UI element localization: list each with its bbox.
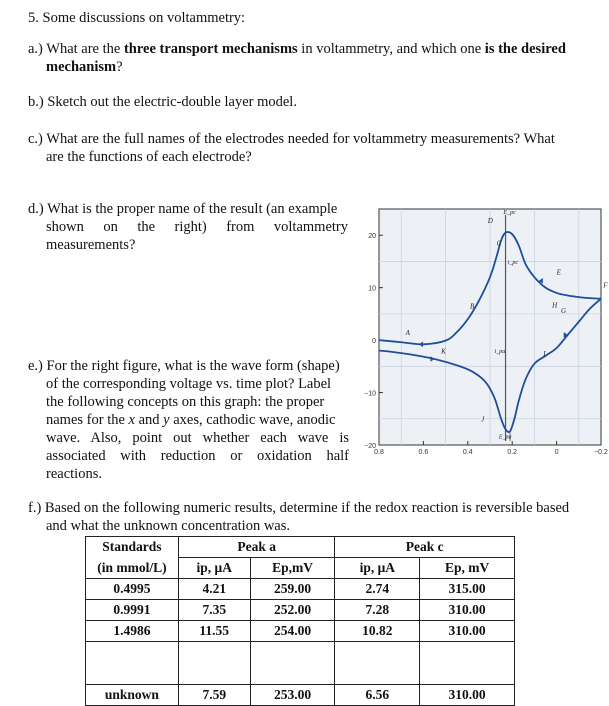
question-e-line-4c: axes, cathodic wave, anodic	[169, 412, 336, 428]
question-c	[28, 130, 600, 166]
question-b: b.) Sketch out the electric-double layer model.	[28, 94, 297, 110]
header-peak-a: Peak a	[178, 537, 335, 558]
point-label: K	[441, 347, 446, 356]
question-e-line-4a: names for the	[46, 412, 129, 428]
table-cell: 259.00	[250, 579, 335, 600]
table-cell: 315.00	[420, 579, 515, 600]
x-tick-label: 0.2	[507, 449, 518, 456]
table-cell: 4.21	[178, 579, 250, 600]
peak-annotation: E_pa	[498, 434, 512, 441]
table-cell: 254.00	[250, 621, 335, 642]
table-cell	[86, 642, 179, 663]
table-row	[86, 600, 515, 621]
table-row	[86, 621, 515, 642]
table-cell: 7.35	[178, 600, 250, 621]
header-ep-a: Ep,mV	[250, 558, 335, 579]
table-cell: 0.9991	[86, 600, 179, 621]
question-e-line-6: associated with reduction or oxidation half	[46, 448, 349, 464]
table-cell: 310.00	[420, 621, 515, 642]
question-a	[28, 40, 598, 76]
y-tick-label: −10	[364, 390, 376, 398]
question-e-line-5: wave. Also, point out whether each wave is	[46, 430, 349, 446]
point-label: H	[552, 301, 558, 310]
question-e-line-2: of the corresponding voltage vs. time plot? Label	[46, 376, 332, 392]
question-f	[28, 499, 600, 535]
table-cell	[178, 662, 250, 685]
table-row	[86, 579, 515, 600]
y-tick-label: 20	[368, 233, 376, 241]
header-ep-c: Ep, mV	[420, 558, 515, 579]
table-row-unknown	[86, 685, 515, 706]
point-label: F	[603, 281, 608, 290]
question-a-text-2: in voltammetry, and which one	[297, 41, 485, 57]
table-cell: 7.59	[178, 685, 250, 706]
y-axis-var: y	[163, 412, 170, 428]
question-c-line-2: are the functions of each electrode?	[46, 149, 252, 165]
question-a-text-1: a.) What are the	[28, 41, 124, 57]
table-cell: 310.00	[420, 600, 515, 621]
x-axis-var: x	[128, 412, 135, 428]
point-label: D	[487, 217, 493, 226]
question-a-bold-2: is the desired	[484, 41, 566, 57]
point-label: A	[405, 328, 410, 337]
peak-annotation: i_pa	[494, 349, 506, 356]
question-a-text-3: ?	[116, 59, 123, 75]
y-tick-label: 10	[368, 285, 376, 293]
table-cell: 6.56	[335, 685, 420, 706]
point-label: B	[470, 302, 475, 311]
question-e	[28, 357, 349, 483]
y-tick-label: −20	[364, 443, 376, 450]
table-row-empty	[86, 642, 515, 663]
table-cell	[178, 642, 250, 663]
question-d-line-3: measurements?	[46, 237, 136, 253]
table-cell: 11.55	[178, 621, 250, 642]
table-cell: 252.00	[250, 600, 335, 621]
question-c-line-1: c.) What are the full names of the electrodes needed for voltammetry measurements? What	[28, 131, 555, 147]
header-ip-a: ip, μA	[178, 558, 250, 579]
table-cell	[335, 662, 420, 685]
x-tick-label: 0.8	[374, 449, 384, 456]
x-tick-label: −0.2	[594, 449, 608, 456]
point-label: C	[496, 239, 502, 248]
question-e-line-1: e.) For the right figure, what is the wave form (shape)	[28, 358, 340, 374]
table-cell: 7.28	[335, 600, 420, 621]
peak-annotation: i_pc	[507, 260, 519, 267]
question-d-line-1: d.) What is the proper name of the result (an example	[28, 201, 338, 217]
voltammogram-figure	[357, 205, 608, 462]
voltammogram-svg	[357, 205, 608, 462]
header-standards: Standards	[86, 537, 179, 558]
point-label: G	[561, 306, 567, 315]
table-cell: 2.74	[335, 579, 420, 600]
header-ip-c: ip, μA	[335, 558, 420, 579]
header-peak-c: Peak c	[335, 537, 515, 558]
table-cell: unknown	[86, 685, 179, 706]
header-unit: (in mmol/L)	[86, 558, 179, 579]
table-cell	[335, 642, 420, 663]
table-cell: 10.82	[335, 621, 420, 642]
peak-annotation: E_pc	[503, 210, 516, 217]
x-tick-label: 0	[554, 449, 559, 456]
table-cell	[250, 662, 335, 685]
point-label: E	[556, 268, 561, 277]
question-e-line-3: the following concepts on this graph: the proper	[46, 394, 325, 410]
question-d-line-2: shown on the right) from voltammetry	[46, 219, 348, 235]
table-cell: 253.00	[250, 685, 335, 706]
table-cell	[86, 662, 179, 685]
x-tick-label: 0.6	[418, 449, 429, 456]
question-d	[28, 200, 348, 254]
y-tick-label: 0	[372, 338, 376, 346]
question-e-line-4	[28, 411, 349, 429]
table-cell	[420, 642, 515, 663]
question-f-line-1: f.) Based on the following numeric results, determine if the redox reaction is reversible based	[28, 500, 570, 516]
question-e-line-7: reactions.	[46, 466, 102, 482]
question-e-line-4b: and	[134, 412, 164, 428]
table-row-spacer	[86, 662, 515, 685]
question-f-line-2: and what the unknown concentration was.	[46, 518, 291, 534]
x-tick-label: 0.4	[462, 449, 473, 456]
table-cell	[420, 662, 515, 685]
section-title: 5. Some discussions on voltammetry:	[28, 10, 246, 26]
results-table	[85, 536, 515, 706]
table-cell	[250, 642, 335, 663]
question-a-bold-3: mechanism	[46, 59, 117, 75]
table-cell: 0.4995	[86, 579, 179, 600]
table-cell: 1.4986	[86, 621, 179, 642]
table-cell: 310.00	[420, 685, 515, 706]
point-label: J	[481, 415, 485, 424]
question-a-bold-1: three transport mechanisms	[123, 41, 298, 57]
point-label: I	[543, 349, 546, 358]
